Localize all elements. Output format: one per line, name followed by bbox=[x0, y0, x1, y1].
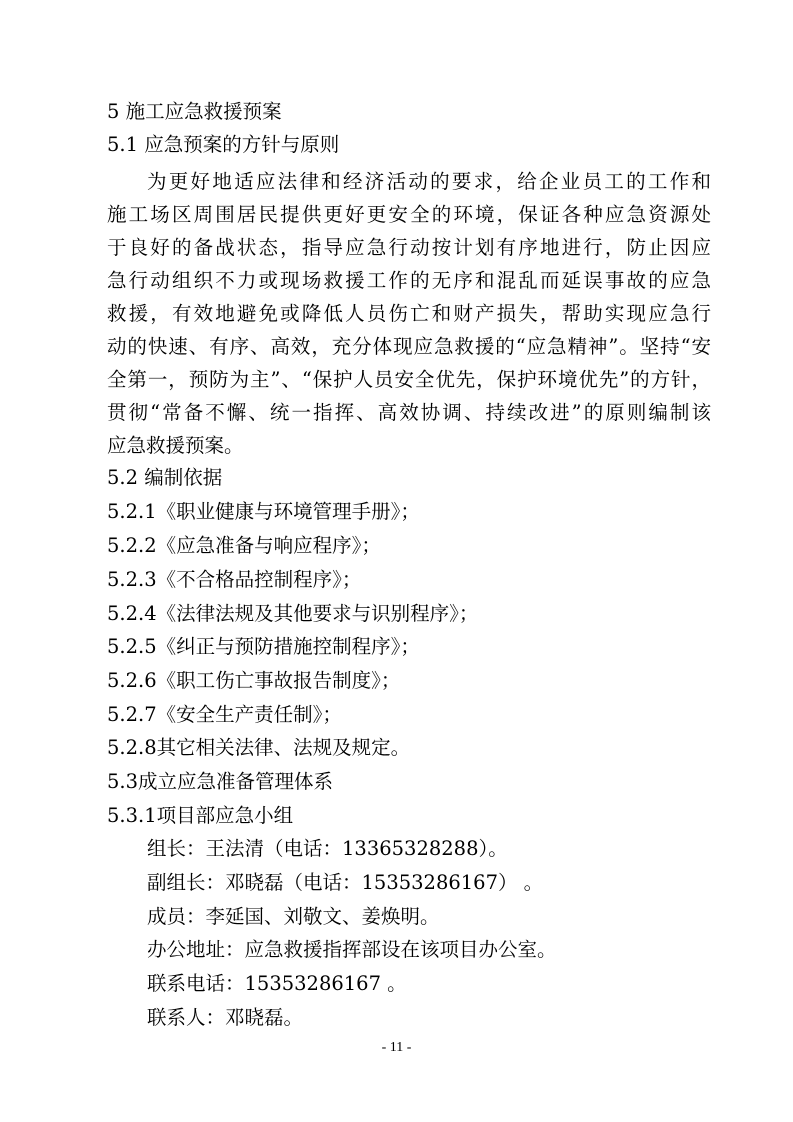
paragraph-line: 为更好地适应法律和经济活动的要求，给企业员工的工作和 bbox=[147, 170, 711, 193]
basis-item: 5.2.5《纠正与预防措施控制程序》； bbox=[107, 635, 420, 658]
members-line: 成员：李延国、刘敬文、姜焕明。 bbox=[147, 905, 440, 928]
paragraph-line: 全第一，预防为主”、“保护人员安全优先，保护环境优先”的方针， bbox=[107, 368, 711, 391]
basis-item: 5.2.4《法律法规及其他要求与识别程序》； bbox=[107, 602, 479, 625]
paragraph-line: 急行动组织不力或现场救援工作的无序和混乱而延误事故的应急 bbox=[107, 269, 711, 292]
office-address-line: 办公地址：应急救援指挥部设在该项目办公室。 bbox=[147, 938, 557, 961]
basis-item: 5.2.3《不合格品控制程序》； bbox=[107, 568, 362, 591]
paragraph-line: 救援，有效地避免或降低人员伤亡和财产损失，帮助实现应急行 bbox=[107, 302, 711, 325]
page-number: - 11 - bbox=[381, 1040, 412, 1055]
basis-item: 5.2.8其它相关法律、法规及规定。 bbox=[107, 736, 411, 759]
paragraph-line: 贯彻“常备不懈、统一指挥、高效协调、持续改进”的原则编制该 bbox=[107, 401, 711, 424]
contact-phone-line: 联系电话：15353286167 。 bbox=[147, 972, 407, 995]
paragraph-line: 施工场区周围居民提供更好更安全的环境，保证各种应急资源处 bbox=[107, 203, 711, 226]
paragraph-line: 应急救援预案。 bbox=[107, 434, 244, 457]
section-heading-5-1: 5.1 应急预案的方针与原则 bbox=[107, 133, 340, 156]
section-heading-5-3: 5.3成立应急准备管理体系 bbox=[107, 770, 334, 793]
paragraph-line: 于良好的备战状态，指导应急行动按计划有序地进行，防止因应 bbox=[107, 236, 711, 259]
section-heading-5-3-1: 5.3.1项目部应急小组 bbox=[107, 804, 294, 827]
section-heading-5-2: 5.2 编制依据 bbox=[107, 466, 223, 489]
group-leader-line: 组长：王法清（电话：13365328288）。 bbox=[147, 837, 508, 860]
basis-item: 5.2.1《职业健康与环境管理手册》； bbox=[107, 500, 420, 523]
contact-person-line: 联系人：邓晓磊。 bbox=[147, 1006, 304, 1029]
basis-item: 5.2.2《应急准备与响应程序》； bbox=[107, 534, 381, 557]
basis-item: 5.2.6《职工伤亡事故报告制度》； bbox=[107, 669, 401, 692]
deputy-leader-line: 副组长：邓晓磊（电话：15353286167） 。 bbox=[147, 871, 544, 894]
paragraph-line: 动的快速、有序、高效，充分体现应急救援的“应急精神”。坚持“安 bbox=[107, 335, 711, 358]
basis-item: 5.2.7《安全生产责任制》； bbox=[107, 703, 342, 726]
section-heading-5: 5 施工应急救援预案 bbox=[107, 100, 282, 123]
